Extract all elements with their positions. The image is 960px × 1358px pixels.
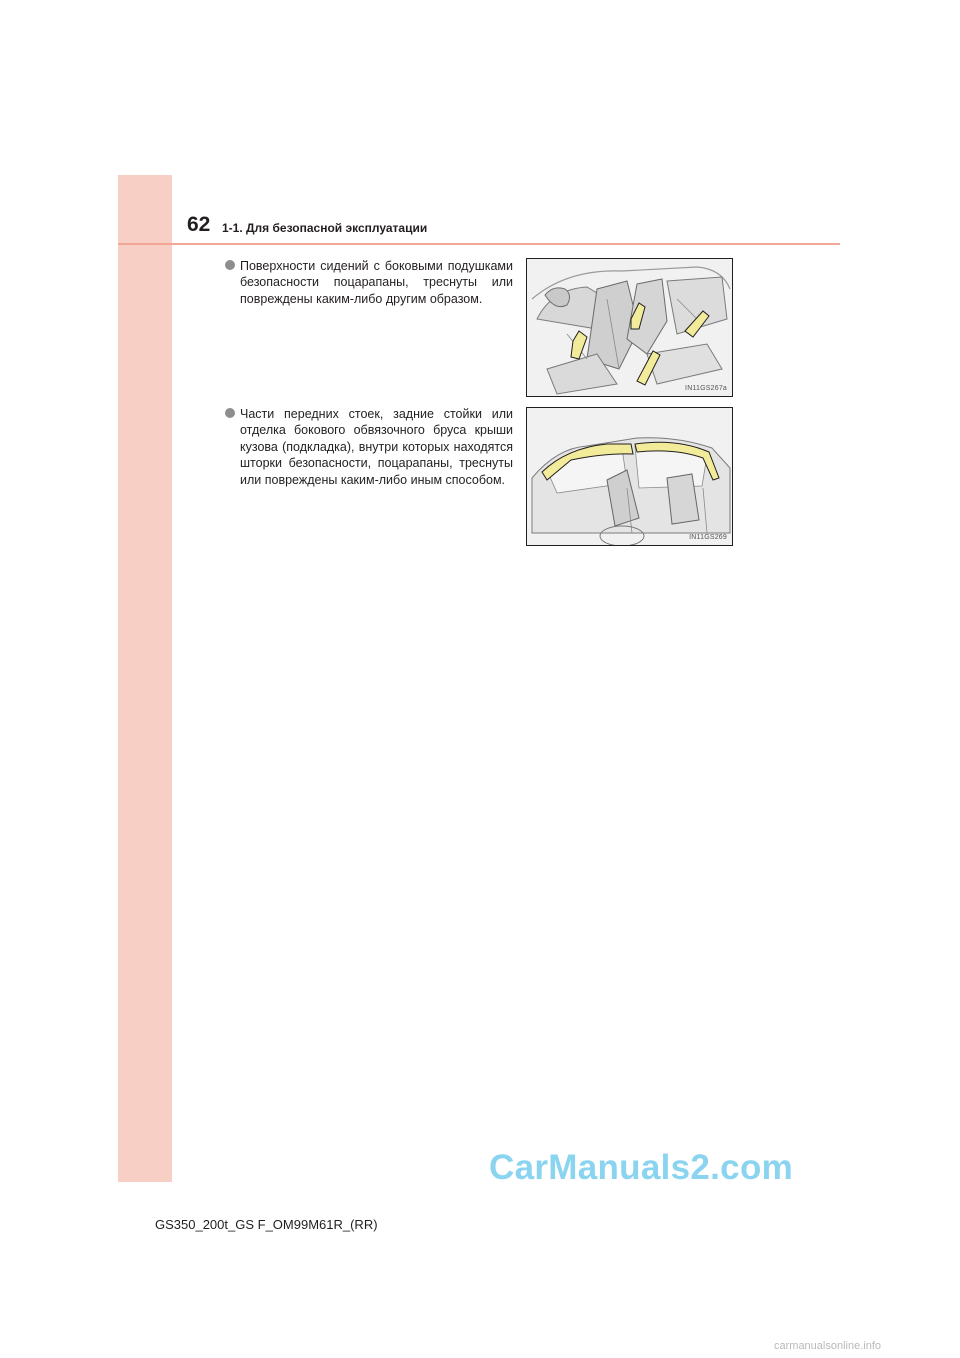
section-title: 1-1. Для безопасной эксплуатации bbox=[222, 221, 428, 235]
page-number: 62 bbox=[187, 213, 211, 236]
list-item bbox=[225, 406, 513, 488]
curtain-airbag-illustration bbox=[526, 407, 733, 546]
bullet-icon bbox=[225, 260, 235, 270]
car-interior-seats-drawing bbox=[527, 259, 732, 396]
figure-code: IN11GS269 bbox=[689, 534, 727, 541]
footer-doc-code: GS350_200t_GS F_OM99M61R_(RR) bbox=[155, 1217, 378, 1232]
list-item bbox=[225, 258, 513, 307]
watermark-logo: CarManuals2.com bbox=[489, 1148, 794, 1187]
side-color-band bbox=[118, 175, 172, 1182]
bullet-icon bbox=[225, 408, 235, 418]
seat-airbag-illustration bbox=[526, 258, 733, 397]
car-body-curtain-drawing bbox=[527, 408, 732, 545]
corner-watermark: carmanualsonline.info bbox=[774, 1340, 882, 1352]
figure-code: IN11GS267a bbox=[685, 385, 727, 392]
item-text: Поверхности сидений с боковыми подушками безопасности поцарапаны, треснуты или повреждены каким-либо другим образом. bbox=[240, 259, 513, 306]
item-text: Части передних стоек, задние стойки или отделка бокового обвязочного бруса крыши кузова (подкладка), внутри которых находятся шторки безопасности, поцарапаны, треснуты или повреждены каким-либо иным способом. bbox=[240, 407, 513, 487]
header-rule bbox=[118, 243, 840, 245]
